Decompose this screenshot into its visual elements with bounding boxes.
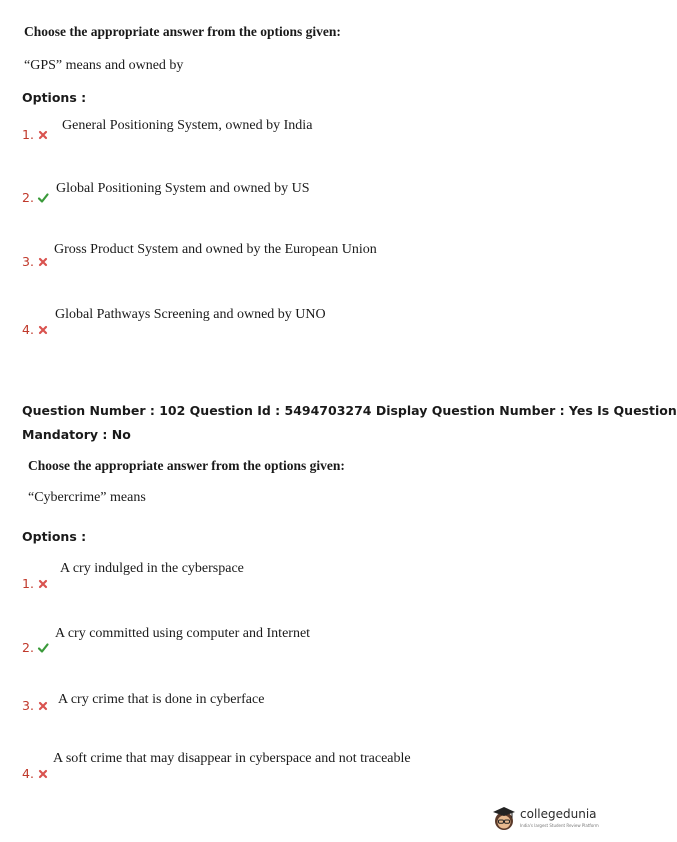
cross-icon <box>38 257 48 267</box>
question-b-text: “Cybercrime” means <box>28 490 146 505</box>
cross-icon <box>38 701 48 711</box>
question-b-option-2-text: A cry committed using computer and Internet <box>55 626 311 641</box>
question-b-option-4-text: A soft crime that may disappear in cyberspace and not traceable <box>53 751 411 766</box>
logo-name: collegedunia <box>520 807 597 821</box>
question-a-option-3-text: Gross Product System and owned by the European Union <box>54 242 377 257</box>
cross-icon <box>38 325 48 335</box>
question-b-option-3-number: 3. <box>22 698 48 713</box>
question-a-options-heading: Options : <box>22 90 87 105</box>
question-a-option-2-text: Global Positioning System and owned by US <box>56 181 310 196</box>
question-a-option-4-number: 4. <box>22 322 48 337</box>
question-a-instruction: Choose the appropriate answer from the options given: <box>24 24 341 39</box>
checkmark-icon <box>38 643 48 653</box>
question-b-option-3-text: A cry crime that is done in cyberface <box>58 692 265 707</box>
cross-icon <box>38 130 48 140</box>
logo-tagline: India's largest Student Review Platform <box>520 823 599 828</box>
question-b-instruction: Choose the appropriate answer from the options given: <box>28 458 345 473</box>
question-a-option-2-number: 2. <box>22 190 48 205</box>
question-b-option-1-number: 1. <box>22 576 48 591</box>
question-b-options-heading: Options : <box>22 529 87 544</box>
cross-icon <box>38 769 48 779</box>
question-b-option-4-number: 4. <box>22 766 48 781</box>
question-a-text: “GPS” means and owned by <box>24 58 184 73</box>
question-a-option-1-number: 1. <box>22 127 48 142</box>
cross-icon <box>38 579 48 589</box>
question-a-option-1-text: General Positioning System, owned by India <box>62 118 313 133</box>
graduate-avatar-icon <box>490 804 518 832</box>
question-a-option-4-text: Global Pathways Screening and owned by UNO <box>55 307 326 322</box>
question-b-meta-line-2: Mandatory : No <box>22 427 131 442</box>
checkmark-icon <box>38 193 48 203</box>
question-a-option-3-number: 3. <box>22 254 48 269</box>
question-b-option-1-text: A cry indulged in the cyberspace <box>60 561 244 576</box>
question-b-meta-line-1: Question Number : 102 Question Id : 5494703274 Display Question Number : Yes Is Question <box>22 403 677 418</box>
question-b-option-2-number: 2. <box>22 640 48 655</box>
